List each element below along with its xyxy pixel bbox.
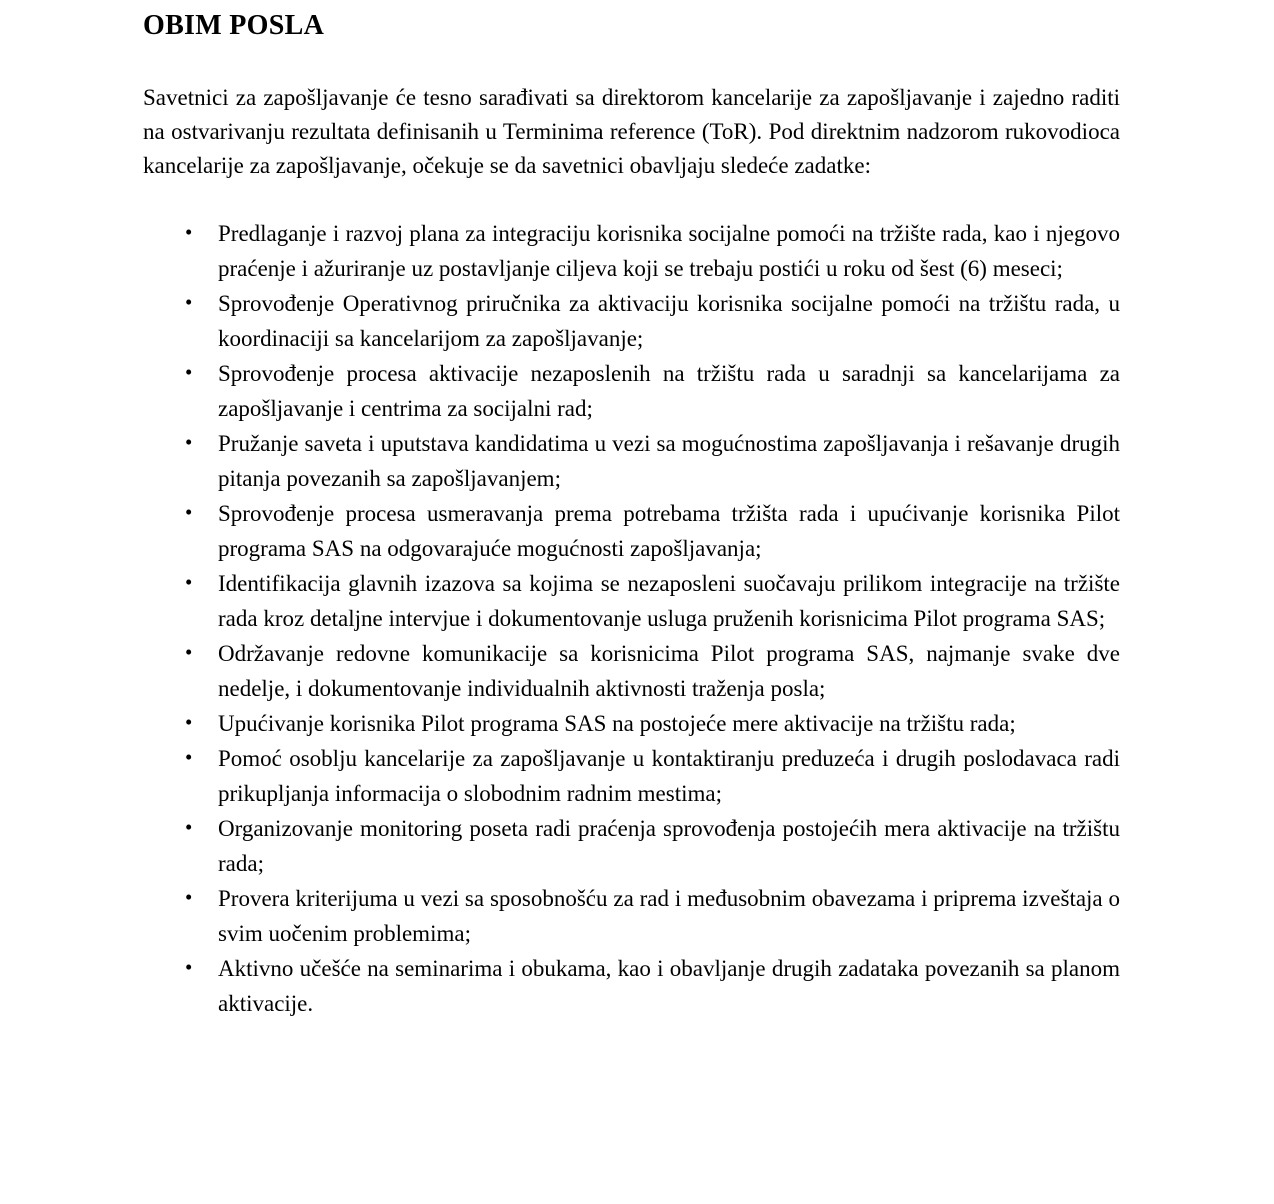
list-item-text: Održavanje redovne komunikacije sa korisnicima Pilot programa SAS, najmanje svake dve nedelje, i dokumentovanje individualnih aktivnosti traženja posla;	[218, 641, 1120, 701]
bullet-icon: •	[185, 955, 193, 979]
list-item-text: Upućivanje korisnika Pilot programa SAS na postojeće mere aktivacije na tržištu rada;	[218, 711, 1016, 736]
list-item-text: Sprovođenje procesa aktivacije nezaposlenih na tržištu rada u saradnji sa kancelarijama za zapošljavanje i centrima za socijalni rad;	[218, 361, 1120, 421]
page-title: OBIM POSLA	[143, 10, 325, 41]
list-item	[185, 951, 1120, 1021]
list-item	[185, 636, 1120, 706]
bullet-icon: •	[185, 710, 193, 734]
list-item-text: Pružanje saveta i uputstava kandidatima u vezi sa mogućnostima zapošljavanja i rešavanje drugih pitanja povezanih sa zapošljavanjem;	[218, 431, 1120, 491]
list-item	[185, 356, 1120, 426]
list-item-text: Sprovođenje procesa usmeravanja prema potrebama tržišta rada i upućivanje korisnika Pilot programa SAS na odgovarajuće mogućnosti zapošljavanja;	[218, 501, 1120, 561]
intro-paragraph: Savetnici za zapošljavanje će tesno sarađivati sa direktorom kancelarije za zapošljavanje i zajedno raditi na ostvarivanju rezultata definisanih u Terminima reference (ToR). Pod direktnim nadzorom rukovodioca kancelarije za zapošljavanje, očekuje se da savetnici obavljaju sledeće zadatke:	[143, 85, 1120, 178]
list-item	[185, 741, 1120, 811]
list-item	[185, 216, 1120, 286]
list-item-text: Identifikacija glavnih izazova sa kojima se nezaposleni suočavaju prilikom integracije na tržište rada kroz detaljne intervjue i dokumentovanje usluga pruženih korisnicima Pilot programa SAS;	[218, 571, 1120, 631]
list-item-text: Organizovanje monitoring poseta radi praćenja sprovođenja postojećih mera aktivacije na tržištu rada;	[218, 816, 1120, 876]
bullet-icon: •	[185, 815, 193, 839]
list-item	[185, 286, 1120, 356]
list-item-text: Pomoć osoblju kancelarije za zapošljavanje u kontaktiranju preduzeća i drugih poslodavaca radi prikupljanja informacija o slobodnim radnim mestima;	[218, 746, 1120, 806]
list-item	[185, 426, 1120, 496]
list-item	[185, 706, 1120, 741]
list-item-text: Provera kriterijuma u vezi sa sposobnošću za rad i međusobnim obavezama i priprema izveštaja o svim uočenim problemima;	[218, 886, 1120, 946]
bullet-icon: •	[185, 640, 193, 664]
list-item-text: Predlaganje i razvoj plana za integraciju korisnika socijalne pomoći na tržište rada, kao i njegovo praćenje i ažuriranje uz postavljanje ciljeva koji se trebaju postići u roku od šest (6) meseci;	[218, 221, 1120, 281]
bullet-icon: •	[185, 220, 193, 244]
bullet-icon: •	[185, 570, 193, 594]
list-item-text: Aktivno učešće na seminarima i obukama, kao i obavljanje drugih zadataka povezanih sa planom aktivacije.	[218, 956, 1120, 1016]
bullet-icon: •	[185, 745, 193, 769]
list-item	[185, 811, 1120, 881]
list-item	[185, 496, 1120, 566]
bullet-icon: •	[185, 360, 193, 384]
list-item-text: Sprovođenje Operativnog priručnika za aktivaciju korisnika socijalne pomoći na tržištu rada, u koordinaciji sa kancelarijom za zapošljavanje;	[218, 291, 1120, 351]
list-item	[185, 566, 1120, 636]
list-item	[185, 881, 1120, 951]
bullet-icon: •	[185, 290, 193, 314]
bullet-icon: •	[185, 430, 193, 454]
task-list	[143, 216, 1120, 1021]
bullet-icon: •	[185, 885, 193, 909]
bullet-icon: •	[185, 500, 193, 524]
